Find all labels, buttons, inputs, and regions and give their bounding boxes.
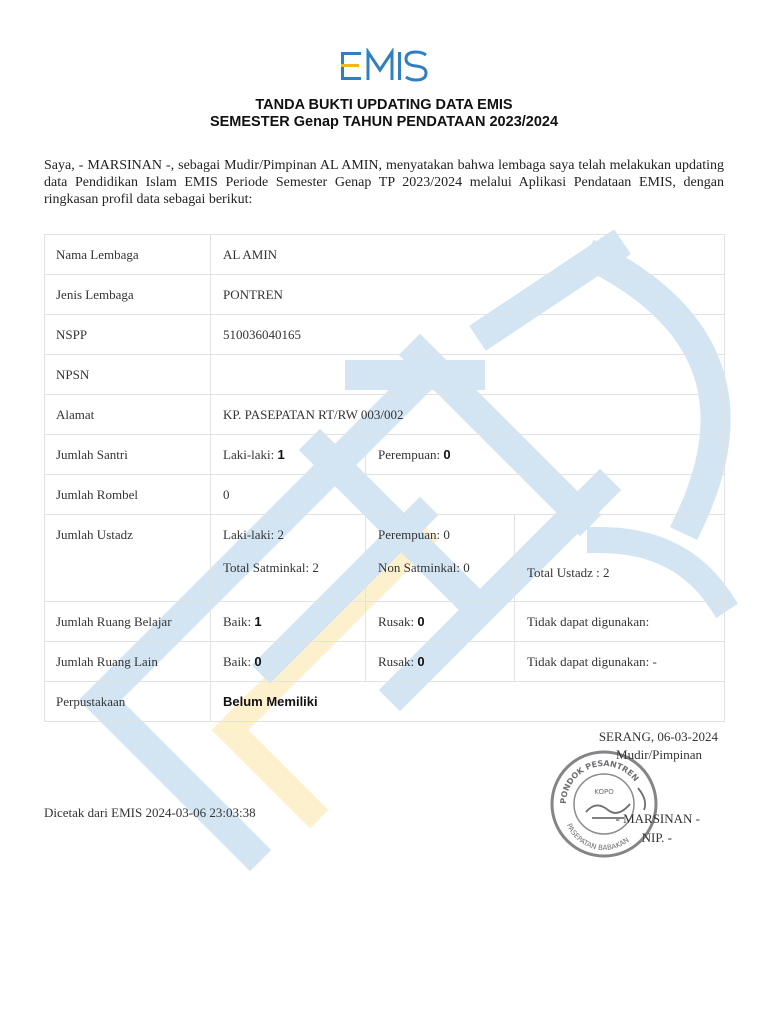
table-row	[45, 515, 725, 602]
ustadz-laki: Laki-laki: 2	[223, 527, 285, 542]
ruang-belajar-baik	[211, 602, 366, 642]
ruang-belajar-baik-label: Baik:	[223, 613, 252, 629]
ruang-belajar-rusak-label: Rusak:	[378, 613, 415, 629]
label-jenis-lembaga: Jenis Lembaga	[45, 275, 211, 315]
ustadz-non-satminkal: Non Satminkal: 0	[378, 560, 470, 575]
ruang-lain-baik-label: Baik:	[223, 653, 252, 669]
ruang-belajar-tidak: Tidak dapat digunakan:	[515, 602, 725, 642]
ruang-belajar-rusak-value: 0	[417, 613, 425, 629]
santri-perempuan-label: Perempuan:	[378, 446, 441, 462]
ustadz-total: Total Ustadz : 2	[527, 565, 610, 580]
ruang-lain-rusak-value: 0	[417, 653, 425, 669]
value-npsn	[211, 355, 725, 395]
table-row	[45, 475, 725, 515]
label-npsn: NPSN	[45, 355, 211, 395]
label-nspp: NSPP	[45, 315, 211, 355]
ruang-lain-rusak	[366, 642, 515, 682]
ruang-lain-rusak-label: Rusak:	[378, 653, 415, 669]
santri-laki	[211, 435, 366, 475]
santri-perempuan-value: 0	[443, 446, 451, 462]
label-ruang-belajar: Jumlah Ruang Belajar	[45, 602, 211, 642]
document-subtitle: SEMESTER Genap TAHUN PENDATAAN 2023/2024	[209, 114, 559, 130]
label-nama-lembaga: Nama Lembaga	[45, 235, 211, 275]
ruang-lain-tidak: Tidak dapat digunakan: -	[515, 642, 725, 682]
table-row	[45, 435, 725, 475]
santri-laki-value: 1	[277, 446, 285, 462]
label-alamat: Alamat	[45, 395, 211, 435]
table-row	[45, 235, 725, 275]
label-perpustakaan: Perpustakaan	[45, 682, 211, 722]
ruang-lain-baik	[211, 642, 366, 682]
stamp-bottom-text: PASEPATAN BABAKAN	[564, 822, 631, 853]
label-jumlah-santri: Jumlah Santri	[45, 435, 211, 475]
ruang-belajar-rusak	[366, 602, 515, 642]
label-jumlah-rombel: Jumlah Rombel	[45, 475, 211, 515]
table-row	[45, 602, 725, 642]
label-ruang-lain: Jumlah Ruang Lain	[45, 642, 211, 682]
sign-place-date: SERANG, 06-03-2024	[598, 729, 718, 744]
stamp-ring-text: PONDOK PESANTREN	[558, 758, 641, 805]
sign-nip: NIP. -	[641, 830, 672, 845]
ustadz-col1	[211, 515, 366, 602]
sign-name: - MARSINAN -	[615, 811, 700, 826]
santri-perempuan	[366, 435, 725, 475]
table-row	[45, 275, 725, 315]
value-perpustakaan	[211, 682, 725, 722]
intro-paragraph: Saya, - MARSINAN -, sebagai Mudir/Pimpinan AL AMIN, menyatakan bahwa lembaga saya telah melakukan updating data Pendidikan Islam EMIS Periode Semester Genap TP 2023/2024 melalui Aplikasi Pendataan EMIS, dengan ringkasan profil data sebagai berikut:	[44, 158, 724, 207]
ruang-belajar-baik-value: 1	[254, 613, 262, 629]
printed-timestamp: Dicetak dari EMIS 2024-03-06 23:03:38	[44, 805, 256, 820]
value-nspp: 510036040165	[211, 315, 725, 355]
table-row	[45, 642, 725, 682]
table-row	[45, 395, 725, 435]
ustadz-perempuan: Perempuan: 0	[378, 527, 450, 542]
ustadz-total-satminkal: Total Satminkal: 2	[223, 560, 319, 575]
profile-table	[44, 234, 725, 722]
emis-logo-mark	[338, 48, 430, 84]
value-jenis-lembaga: PONTREN	[211, 275, 725, 315]
ustadz-col3	[515, 515, 725, 602]
value-nama-lembaga: AL AMIN	[211, 235, 725, 275]
table-row	[45, 682, 725, 722]
emis-logo	[0, 48, 768, 89]
stamp-center-text: KOPO	[594, 788, 614, 796]
label-jumlah-ustadz: Jumlah Ustadz	[45, 515, 211, 602]
ruang-lain-baik-value: 0	[254, 653, 262, 669]
table-row	[45, 315, 725, 355]
value-alamat: KP. PASEPATAN RT/RW 003/002	[211, 395, 725, 435]
santri-laki-label: Laki-laki:	[223, 446, 275, 462]
ustadz-col2	[366, 515, 515, 602]
table-row	[45, 355, 725, 395]
document-title: TANDA BUKTI UPDATING DATA EMIS	[255, 97, 513, 113]
perpustakaan-status: Belum Memiliki	[223, 693, 318, 709]
value-jumlah-rombel: 0	[211, 475, 725, 515]
sign-role: Mudir/Pimpinan	[616, 747, 702, 762]
